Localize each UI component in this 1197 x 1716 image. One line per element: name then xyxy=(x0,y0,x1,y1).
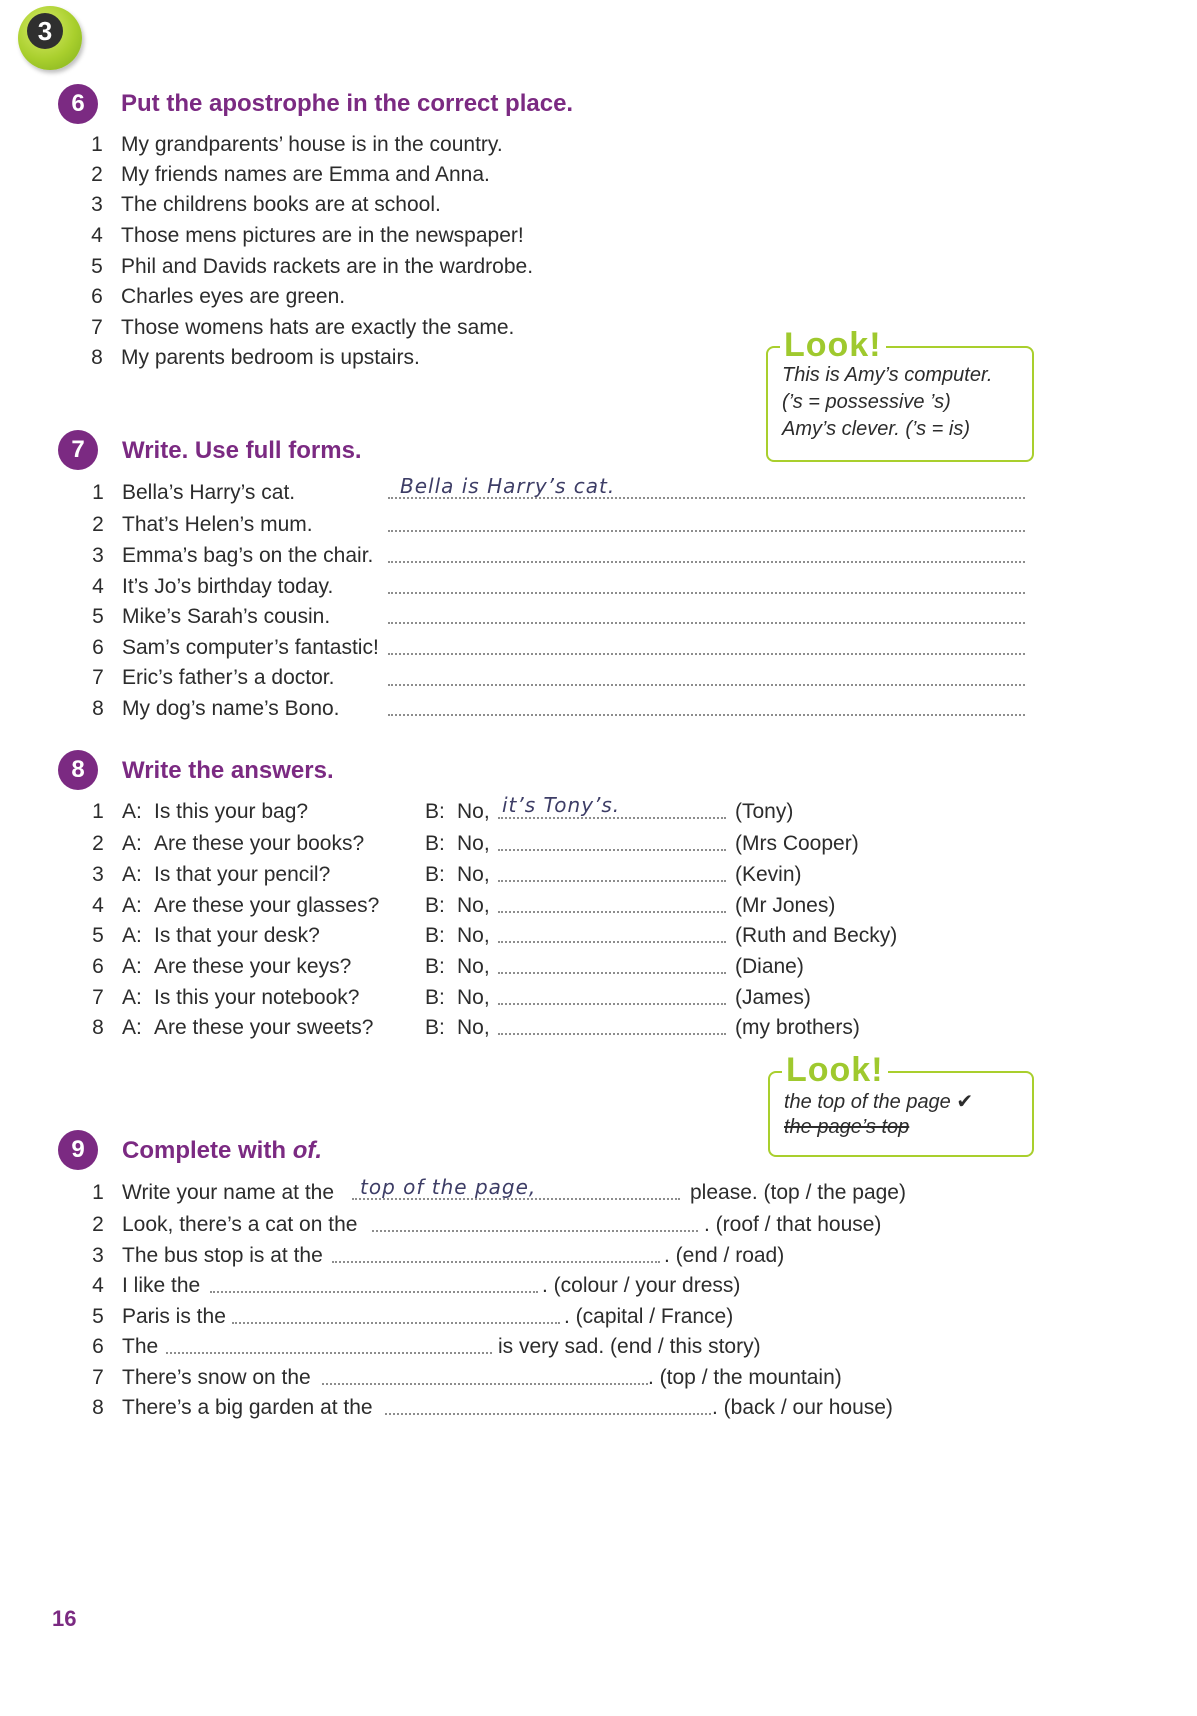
ex8-b-prefix: No, xyxy=(457,986,490,1009)
ex9-before: The xyxy=(122,1335,159,1358)
ex9-before: The bus stop is at the xyxy=(122,1244,323,1267)
ex8-item-number: 5 xyxy=(92,924,104,947)
ex7-item-number: 6 xyxy=(92,636,104,659)
ex8-question: Are these your keys? xyxy=(154,955,352,978)
look-correct-text: the top of the page xyxy=(784,1091,951,1113)
ex8-item-number: 2 xyxy=(92,832,104,855)
page-number: 16 xyxy=(52,1606,77,1631)
ex9-before: Look, there’s a cat on the xyxy=(122,1213,358,1236)
ex6-item-text: My friends names are Emma and Anna. xyxy=(121,163,490,186)
ex9-after: . (capital / France) xyxy=(564,1305,734,1328)
exercise-7-number: 7 xyxy=(58,430,98,470)
ex6-item-text: Phil and Davids rackets are in the wardrobe. xyxy=(121,255,534,278)
exercise-9-number: 9 xyxy=(58,1130,98,1170)
ex9-after: is very sad. (end / this story) xyxy=(498,1335,761,1358)
look-line-correct xyxy=(784,1089,973,1114)
ex7-answer-line[interactable] xyxy=(388,714,1025,716)
look-title: Look! xyxy=(780,326,886,365)
ex7-item-text: It’s Jo’s birthday today. xyxy=(122,575,334,598)
ex9-before: I like the xyxy=(122,1274,201,1297)
ex7-answer-line[interactable] xyxy=(388,530,1025,532)
look-line: Amy’s clever. (’s = is) xyxy=(782,418,970,440)
exercise-6-number: 6 xyxy=(58,84,98,124)
ex6-item-number: 4 xyxy=(91,224,103,247)
exercise-7-heading: Write. Use full forms. xyxy=(122,437,362,464)
ex9-after: . (back / our house) xyxy=(712,1396,893,1419)
exercise-6-heading: Put the apostrophe in the correct place. xyxy=(121,90,574,117)
look-title: Look! xyxy=(782,1051,888,1090)
ex8-hint: (James) xyxy=(735,986,811,1009)
ex9-item-number: 8 xyxy=(92,1396,104,1419)
ex9-answer-line[interactable] xyxy=(385,1413,711,1415)
ex8-hint: (Tony) xyxy=(735,800,794,823)
ex8-question: Are these your books? xyxy=(154,832,365,855)
ex8-hint: (Ruth and Becky) xyxy=(735,924,898,947)
ex8-a-label: A: xyxy=(122,924,142,947)
ex7-answer-line[interactable] xyxy=(388,497,1025,499)
ex7-answer-line[interactable] xyxy=(388,653,1025,655)
ex7-item-text: Emma’s bag’s on the chair. xyxy=(122,544,374,567)
ex9-answer-line[interactable] xyxy=(210,1291,538,1293)
ex7-answer-line[interactable] xyxy=(388,592,1025,594)
look-line-wrong: the page’s top xyxy=(784,1116,910,1138)
ex8-hint: (my brothers) xyxy=(735,1016,860,1039)
ex8-question: Is that your desk? xyxy=(154,924,320,947)
ex9-item-number: 5 xyxy=(92,1305,104,1328)
ex8-b-label: B: xyxy=(425,800,445,823)
look-line: (’s = possessive ’s) xyxy=(782,391,951,413)
ex8-b-label: B: xyxy=(425,924,445,947)
ex9-after: . (roof / that house) xyxy=(704,1213,882,1236)
exercise-9-heading-text: Complete with xyxy=(122,1137,287,1164)
ex9-before: There’s snow on the xyxy=(122,1366,311,1389)
ex6-item-text: The childrens books are at school. xyxy=(121,193,441,216)
ex9-item-number: 6 xyxy=(92,1335,104,1358)
look-line: This is Amy’s computer. xyxy=(782,364,993,386)
ex8-answer-line[interactable] xyxy=(498,1033,726,1035)
ex6-item-number: 6 xyxy=(91,285,103,308)
exercise-9-heading-word: of. xyxy=(292,1137,323,1164)
ex7-item-number: 3 xyxy=(92,544,104,567)
exercise-8-number: 8 xyxy=(58,750,98,790)
ex9-before: Write your name at the xyxy=(122,1181,335,1204)
ex9-answer-line[interactable] xyxy=(232,1322,560,1324)
ex8-answer-line[interactable] xyxy=(498,911,726,913)
ex9-item-number: 1 xyxy=(92,1181,104,1204)
ex9-before: Paris is the xyxy=(122,1305,226,1328)
ex9-item-number: 2 xyxy=(92,1213,104,1236)
ex9-answer-line[interactable] xyxy=(372,1230,698,1232)
ex8-b-prefix: No, xyxy=(457,955,490,978)
ex8-item-number: 7 xyxy=(92,986,104,1009)
ex8-answer-line[interactable] xyxy=(498,1003,726,1005)
ex6-item-text: Those womens hats are exactly the same. xyxy=(121,316,515,339)
ex7-item-number: 4 xyxy=(92,575,104,598)
ex7-item-text: Sam’s computer’s fantastic! xyxy=(122,636,379,659)
ex7-item-text: My dog’s name’s Bono. xyxy=(122,697,340,720)
ex7-item-number: 5 xyxy=(92,605,104,628)
ex8-b-label: B: xyxy=(425,1016,445,1039)
ex7-item-text: Eric’s father’s a doctor. xyxy=(122,666,335,689)
look-box-of xyxy=(768,1051,1034,1157)
ex6-item-number: 3 xyxy=(91,193,103,216)
ex7-answer-line[interactable] xyxy=(388,561,1025,563)
ex9-after: . (top / the mountain) xyxy=(648,1366,842,1389)
ex8-b-label: B: xyxy=(425,955,445,978)
ex8-b-label: B: xyxy=(425,863,445,886)
ex8-a-label: A: xyxy=(122,894,142,917)
ex8-hint: (Kevin) xyxy=(735,863,802,886)
ex8-b-prefix: No, xyxy=(457,924,490,947)
ex8-b-label: B: xyxy=(425,832,445,855)
ex8-item-number: 4 xyxy=(92,894,104,917)
ex6-item-number: 5 xyxy=(91,255,103,278)
ex7-item-text: Bella’s Harry’s cat. xyxy=(122,481,296,504)
ex8-hint: (Mrs Cooper) xyxy=(735,832,859,855)
ex6-item-text: My grandparents’ house is in the country. xyxy=(121,133,503,156)
ex8-b-prefix: No, xyxy=(457,863,490,886)
ex8-a-label: A: xyxy=(122,863,142,886)
ex8-answer-line[interactable] xyxy=(498,941,726,943)
ex6-item-text: Those mens pictures are in the newspaper! xyxy=(121,224,524,247)
exercise-8-heading: Write the answers. xyxy=(122,757,334,784)
ex9-after: . (end / road) xyxy=(664,1244,785,1267)
ex9-item-number: 4 xyxy=(92,1274,104,1297)
ex8-question: Is this your notebook? xyxy=(154,986,360,1009)
ex9-before: There’s a big garden at the xyxy=(122,1396,373,1419)
ex8-answer-line[interactable] xyxy=(498,880,726,882)
ex8-answer-line[interactable] xyxy=(498,817,726,819)
ex8-hint: (Diane) xyxy=(735,955,804,978)
unit-number: 3 xyxy=(27,13,63,49)
ex8-item-number: 6 xyxy=(92,955,104,978)
ex9-answer-line[interactable] xyxy=(322,1383,648,1385)
ex8-item-number: 3 xyxy=(92,863,104,886)
ex6-item-text: Charles eyes are green. xyxy=(121,285,346,308)
ex8-question: Are these your sweets? xyxy=(154,1016,374,1039)
ex8-a-label: A: xyxy=(122,1016,142,1039)
unit-badge xyxy=(18,6,82,70)
ex8-b-prefix: No, xyxy=(457,894,490,917)
ex8-b-prefix: No, xyxy=(457,800,490,823)
ex6-item-text: My parents bedroom is upstairs. xyxy=(121,346,420,369)
ex9-answer-line[interactable] xyxy=(332,1261,660,1263)
ex6-item-number: 8 xyxy=(91,346,103,369)
look-box-possessive xyxy=(766,326,1034,462)
ex8-answer-line[interactable] xyxy=(498,849,726,851)
ex8-item-number: 8 xyxy=(92,1016,104,1039)
ex8-hint: (Mr Jones) xyxy=(735,894,836,917)
checkmark-icon: ✔ xyxy=(956,1091,974,1113)
ex7-answer-line[interactable] xyxy=(388,622,1025,624)
ex8-a-label: A: xyxy=(122,955,142,978)
ex7-item-text: Mike’s Sarah’s cousin. xyxy=(122,605,331,628)
ex8-b-prefix: No, xyxy=(457,1016,490,1039)
ex8-a-label: A: xyxy=(122,800,142,823)
ex7-item-text: That’s Helen’s mum. xyxy=(122,513,313,536)
ex8-question: Is that your pencil? xyxy=(154,863,331,886)
ex8-question: Are these your glasses? xyxy=(154,894,380,917)
ex9-item-number: 7 xyxy=(92,1366,104,1389)
ex9-example-answer: top of the page, xyxy=(360,1175,537,1199)
ex7-answer-line[interactable] xyxy=(388,684,1025,686)
ex9-item-number: 3 xyxy=(92,1244,104,1267)
ex8-b-prefix: No, xyxy=(457,832,490,855)
ex7-item-number: 1 xyxy=(92,481,104,504)
ex8-a-label: A: xyxy=(122,986,142,1009)
ex7-item-number: 7 xyxy=(92,666,104,689)
ex7-item-number: 2 xyxy=(92,513,104,536)
ex8-item-number: 1 xyxy=(92,800,104,823)
ex8-a-label: A: xyxy=(122,832,142,855)
ex9-after: . (colour / your dress) xyxy=(542,1274,741,1297)
ex9-answer-line[interactable] xyxy=(166,1352,492,1354)
ex6-item-number: 7 xyxy=(91,316,103,339)
ex9-after: please. (top / the page) xyxy=(690,1181,906,1204)
ex8-b-label: B: xyxy=(425,986,445,1009)
ex7-item-number: 8 xyxy=(92,697,104,720)
ex8-b-label: B: xyxy=(425,894,445,917)
ex6-item-number: 2 xyxy=(91,163,103,186)
ex8-question: Is this your bag? xyxy=(154,800,309,823)
exercise-9-heading xyxy=(122,1137,322,1165)
ex8-answer-line[interactable] xyxy=(498,972,726,974)
ex8-example-answer: it’s Tony’s. xyxy=(502,793,621,817)
ex6-item-number: 1 xyxy=(91,133,103,156)
ex7-example-answer: Bella is Harry’s cat. xyxy=(400,474,616,498)
ex9-answer-line[interactable] xyxy=(352,1198,680,1200)
